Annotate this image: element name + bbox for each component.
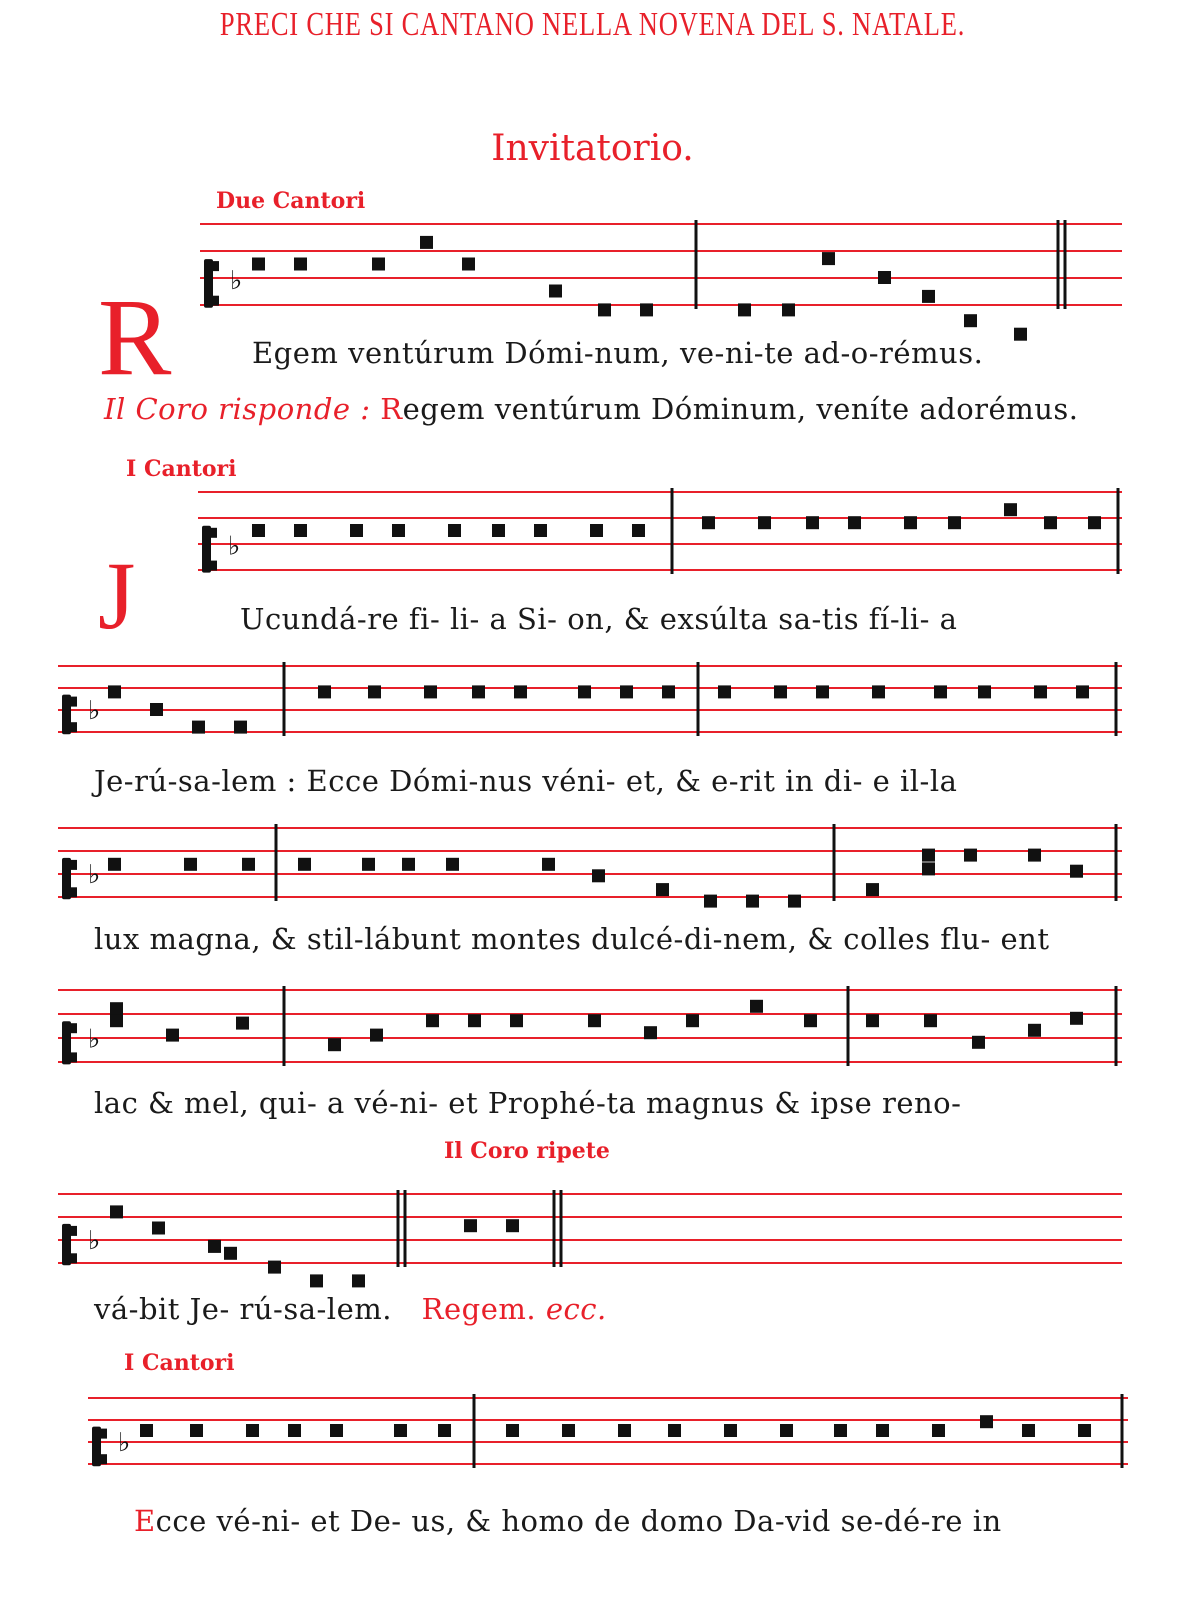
c-clef-icon <box>71 1253 77 1263</box>
punctum-neume <box>934 685 947 698</box>
punctum-neume <box>506 1219 519 1232</box>
c-clef-icon <box>71 697 77 707</box>
punctum-neume <box>468 1014 481 1027</box>
punctum-neume <box>806 516 819 529</box>
punctum-neume <box>932 1424 945 1437</box>
lyric-line-2: Ucundá-re fi- li- a Si- on, & exsúlta sa-tis fí-li- a <box>240 602 958 636</box>
punctum-neume <box>922 862 935 875</box>
punctum-neume <box>472 685 485 698</box>
lyric-line-6 <box>94 1292 607 1326</box>
rubric-i-cantori-1: I Cantori <box>126 456 237 482</box>
c-clef-icon <box>71 1023 77 1033</box>
punctum-neume <box>392 524 405 537</box>
punctum-neume <box>904 516 917 529</box>
flat-sign-icon: ♭ <box>88 1226 101 1257</box>
punctum-neume <box>1004 503 1017 516</box>
punctum-neume <box>140 1424 153 1437</box>
lyric-line-4: lux magna, & stil-lábunt montes dulcé-di-nem, & colles flu- ent <box>94 922 1050 956</box>
c-clef-icon <box>71 887 77 897</box>
flat-sign-icon: ♭ <box>88 1024 101 1055</box>
punctum-neume <box>780 1424 793 1437</box>
punctum-neume <box>268 1261 281 1274</box>
punctum-neume <box>370 1029 383 1042</box>
c-clef-icon <box>71 1052 77 1062</box>
c-clef-icon <box>101 1454 107 1464</box>
punctum-neume <box>514 685 527 698</box>
punctum-neume <box>534 524 547 537</box>
punctum-neume <box>750 1000 763 1013</box>
punctum-neume <box>462 258 475 271</box>
punctum-neume <box>1022 1424 1035 1437</box>
punctum-neume <box>110 1205 123 1218</box>
drop-cap-j: J <box>98 542 136 649</box>
flat-sign-icon: ♭ <box>88 860 101 891</box>
punctum-neume <box>224 1247 237 1260</box>
punctum-neume <box>252 524 265 537</box>
punctum-neume <box>150 703 163 716</box>
punctum-neume <box>816 685 829 698</box>
punctum-neume <box>686 1014 699 1027</box>
punctum-neume <box>192 721 205 734</box>
punctum-neume <box>288 1424 301 1437</box>
c-clef-icon <box>213 296 219 306</box>
repeat-ecc: ecc. <box>545 1292 607 1326</box>
punctum-neume <box>166 1029 179 1042</box>
c-clef-icon <box>101 1429 107 1439</box>
punctum-neume <box>1044 516 1057 529</box>
punctum-neume <box>1078 1424 1091 1437</box>
punctum-neume <box>758 516 771 529</box>
punctum-neume <box>702 516 715 529</box>
punctum-neume <box>948 516 961 529</box>
punctum-neume <box>350 524 363 537</box>
verse2-text: cce vé-ni- et De- us, & homo de domo Da-vid se-dé-re in <box>155 1504 1002 1538</box>
punctum-neume <box>1070 1012 1083 1025</box>
repeat-regem: Regem. <box>421 1292 537 1326</box>
rubric-il-coro-ripete: Il Coro ripete <box>444 1138 610 1164</box>
punctum-neume <box>328 1038 341 1051</box>
flat-sign-icon: ♭ <box>88 695 101 726</box>
punctum-neume <box>872 685 885 698</box>
punctum-neume <box>294 258 307 271</box>
staff-6 <box>58 1184 1122 1284</box>
punctum-neume <box>420 236 433 249</box>
punctum-neume <box>1034 685 1047 698</box>
punctum-neume <box>446 858 459 871</box>
punctum-neume <box>592 869 605 882</box>
punctum-neume <box>234 721 247 734</box>
punctum-neume <box>108 685 121 698</box>
c-clef-icon <box>92 1427 101 1467</box>
punctum-neume <box>632 524 645 537</box>
punctum-neume <box>662 685 675 698</box>
punctum-neume <box>598 303 611 316</box>
punctum-neume <box>298 858 311 871</box>
choir-response-line <box>104 392 1078 426</box>
section-title: Invitatorio. <box>491 128 694 169</box>
punctum-neume <box>492 524 505 537</box>
punctum-neume <box>184 858 197 871</box>
punctum-neume <box>1014 328 1027 341</box>
punctum-neume <box>208 1240 221 1253</box>
punctum-neume <box>804 1014 817 1027</box>
lyric-line-5: lac & mel, qui- a vé-ni- et Prophé-ta magnus & ipse reno- <box>94 1086 962 1120</box>
punctum-neume <box>424 685 437 698</box>
punctum-neume <box>746 895 759 908</box>
choir-response-text: egem ventúrum Dóminum, veníte adorémus. <box>402 392 1079 426</box>
punctum-neume <box>506 1424 519 1437</box>
punctum-neume <box>866 1014 879 1027</box>
lyric-line-7 <box>134 1504 1002 1538</box>
c-clef-icon <box>213 261 219 271</box>
lyric-line-3: Je-rú-sa-lem : Ecce Dómi-nus véni- et, & e-rit in di- e il-la <box>94 764 958 798</box>
flat-sign-icon: ♭ <box>228 531 241 562</box>
lyric-line-1: Egem ventúrum Dómi-num, ve-ni-te ad-o-rémus. <box>252 336 984 370</box>
punctum-neume <box>1028 849 1041 862</box>
punctum-neume <box>426 1014 439 1027</box>
choir-response-rubric: Il Coro risponde : <box>104 392 371 426</box>
punctum-neume <box>774 685 787 698</box>
staff-5 <box>58 980 1122 1080</box>
punctum-neume <box>464 1219 477 1232</box>
staff-2 <box>198 488 1122 588</box>
punctum-neume <box>738 303 751 316</box>
punctum-neume <box>822 252 835 265</box>
punctum-neume <box>980 1415 993 1428</box>
punctum-neume <box>352 1274 365 1287</box>
punctum-neume <box>368 685 381 698</box>
punctum-neume <box>924 1014 937 1027</box>
punctum-neume <box>668 1424 681 1437</box>
punctum-neume <box>252 258 265 271</box>
punctum-neume <box>978 685 991 698</box>
c-clef-icon <box>71 860 77 870</box>
rubric-i-cantori-2: I Cantori <box>124 1350 235 1376</box>
c-clef-icon <box>62 858 71 899</box>
punctum-neume <box>964 849 977 862</box>
flat-sign-icon: ♭ <box>230 265 243 296</box>
punctum-neume <box>246 1424 259 1437</box>
punctum-neume <box>788 895 801 908</box>
lyric-line-6-text: vá-bit Je- rú-sa-lem. <box>94 1292 392 1326</box>
c-clef-icon <box>62 1021 71 1064</box>
punctum-neume <box>1076 685 1089 698</box>
punctum-neume <box>152 1222 165 1235</box>
punctum-neume <box>718 685 731 698</box>
c-clef-icon <box>71 1226 77 1236</box>
punctum-neume <box>542 858 555 871</box>
punctum-neume <box>402 858 415 871</box>
drop-cap-r: R <box>98 276 172 398</box>
punctum-neume <box>108 858 121 871</box>
punctum-neume <box>510 1014 523 1027</box>
rubric-due-cantori: Due Cantori <box>216 188 366 214</box>
staff-7 <box>88 1388 1128 1488</box>
c-clef-icon <box>202 526 211 573</box>
c-clef-icon <box>71 722 77 732</box>
c-clef-icon <box>211 561 217 571</box>
punctum-neume <box>110 1002 123 1015</box>
staff-1 <box>200 222 1122 322</box>
punctum-neume <box>590 524 603 537</box>
punctum-neume <box>620 685 633 698</box>
punctum-neume <box>578 685 591 698</box>
choir-response-initial: R <box>380 392 403 426</box>
punctum-neume <box>834 1424 847 1437</box>
punctum-neume <box>640 303 653 316</box>
page-title: PRECI CHE SI CANTANO NELLA NOVENA DEL S. NATALE. <box>219 6 966 43</box>
c-clef-icon <box>204 259 213 308</box>
punctum-neume <box>848 516 861 529</box>
punctum-neume <box>964 314 977 327</box>
punctum-neume <box>618 1424 631 1437</box>
c-clef-icon <box>211 528 217 538</box>
punctum-neume <box>972 1036 985 1049</box>
punctum-neume <box>236 1017 249 1030</box>
punctum-neume <box>294 524 307 537</box>
punctum-neume <box>549 285 562 298</box>
punctum-neume <box>1070 865 1083 878</box>
verse2-initial: E <box>134 1504 156 1538</box>
punctum-neume <box>704 895 717 908</box>
punctum-neume <box>110 1014 123 1027</box>
punctum-neume <box>562 1424 575 1437</box>
punctum-neume <box>878 271 891 284</box>
punctum-neume <box>782 303 795 316</box>
staff-4 <box>58 818 1122 918</box>
punctum-neume <box>656 883 669 896</box>
punctum-neume <box>922 849 935 862</box>
punctum-neume <box>922 290 935 303</box>
punctum-neume <box>866 883 879 896</box>
punctum-neume <box>438 1424 451 1437</box>
punctum-neume <box>1088 516 1101 529</box>
staff-3 <box>58 652 1122 752</box>
c-clef-icon <box>62 695 71 735</box>
punctum-neume <box>1028 1024 1041 1037</box>
punctum-neume <box>318 685 331 698</box>
punctum-neume <box>724 1424 737 1437</box>
punctum-neume <box>876 1424 889 1437</box>
flat-sign-icon: ♭ <box>118 1427 131 1458</box>
punctum-neume <box>330 1424 343 1437</box>
punctum-neume <box>394 1424 407 1437</box>
punctum-neume <box>362 858 375 871</box>
punctum-neume <box>190 1424 203 1437</box>
punctum-neume <box>588 1014 601 1027</box>
punctum-neume <box>372 258 385 271</box>
punctum-neume <box>310 1274 323 1287</box>
c-clef-icon <box>62 1224 71 1265</box>
punctum-neume <box>448 524 461 537</box>
punctum-neume <box>644 1026 657 1039</box>
punctum-neume <box>242 858 255 871</box>
